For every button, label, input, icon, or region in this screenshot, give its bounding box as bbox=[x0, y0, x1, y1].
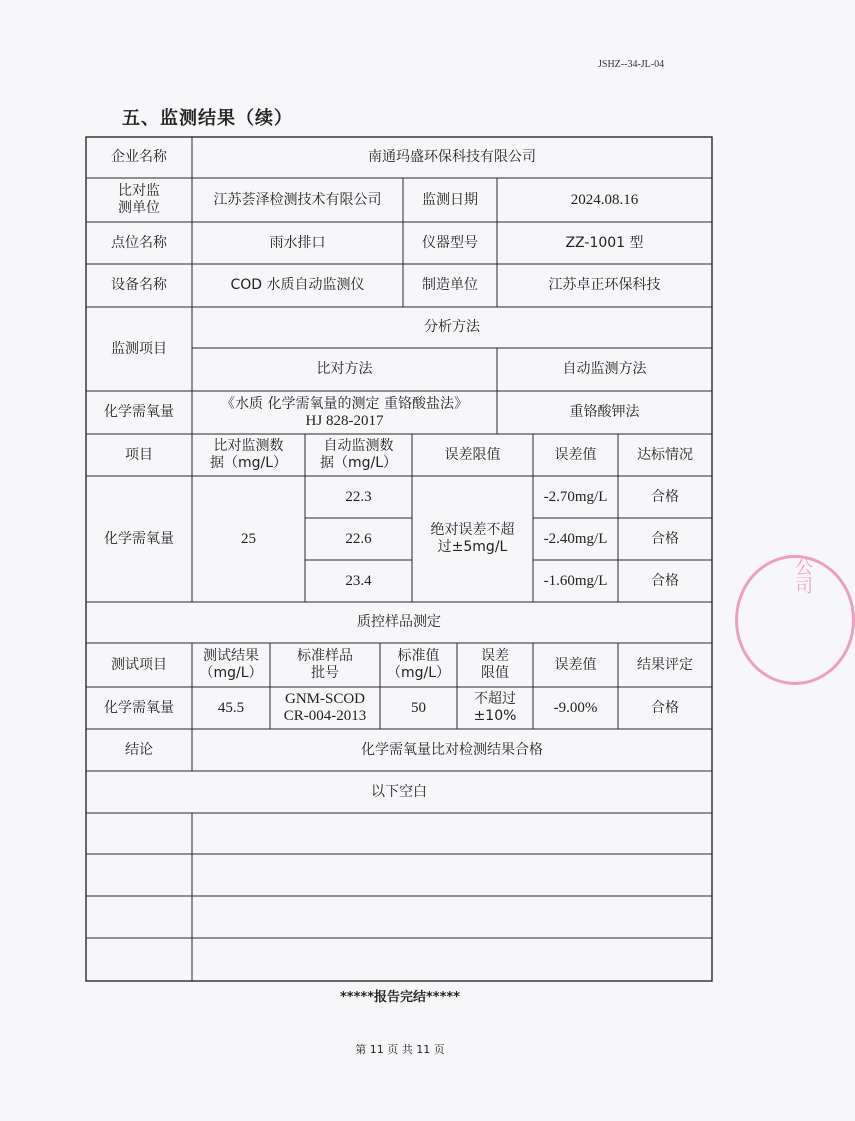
results-auto-value: 23.4 bbox=[345, 572, 372, 589]
qc-header-result bbox=[192, 643, 270, 687]
qc-batch bbox=[270, 687, 380, 729]
enterprise-value: 南通玛盛环保科技有限公司 bbox=[368, 149, 536, 165]
qc-item: 化学需氧量 bbox=[104, 699, 174, 716]
qc-header-result-line2: （mg/L） bbox=[199, 665, 263, 681]
page-number: 第 11 页 共 11 页 bbox=[355, 1043, 445, 1056]
monitor-item-label: 监测项目 bbox=[111, 340, 167, 357]
point-label: 点位名称 bbox=[111, 234, 167, 251]
report-end-mark: *****报告完结***** bbox=[340, 990, 460, 1005]
qc-limit-line1: 不超过 bbox=[474, 691, 516, 707]
results-error-value: -2.40mg/L bbox=[543, 530, 608, 547]
qc-header-eval: 结果评定 bbox=[637, 656, 693, 673]
qc-header-std bbox=[380, 643, 457, 687]
qc-header-limit-line2: 限值 bbox=[481, 665, 509, 681]
analysis-method-label: 分析方法 bbox=[424, 319, 480, 335]
qc-batch-line2: CR-004-2013 bbox=[283, 708, 367, 724]
qc-header-std-line1: 标准值 bbox=[397, 648, 440, 664]
qc-header-limit-line1: 误差 bbox=[481, 648, 509, 664]
compare-unit-value: 江苏荟泽检测技术有限公司 bbox=[213, 191, 382, 208]
results-header-item: 项目 bbox=[125, 446, 153, 463]
results-header-compare-line1: 比对监测数 bbox=[213, 438, 284, 454]
results-error-value: -1.60mg/L bbox=[543, 572, 608, 589]
results-header-compare-line2: 据（mg/L） bbox=[209, 455, 288, 471]
device-value: COD 水质自动监测仪 bbox=[230, 277, 365, 293]
qc-limit bbox=[457, 687, 533, 729]
company-seal bbox=[735, 555, 855, 685]
monitor-date-label: 监测日期 bbox=[422, 191, 478, 208]
qc-header-batch bbox=[270, 643, 380, 687]
model-value: ZZ-1001 型 bbox=[565, 234, 644, 251]
results-limit-line2: 过±5mg/L bbox=[437, 539, 508, 555]
results-header-status: 达标情况 bbox=[637, 446, 693, 463]
results-limit-line1: 绝对误差不超 bbox=[430, 522, 515, 538]
model-label: 仪器型号 bbox=[422, 234, 478, 251]
qc-std: 50 bbox=[411, 699, 426, 716]
results-status: 合格 bbox=[651, 572, 679, 589]
results-status: 合格 bbox=[651, 488, 679, 505]
point-value: 雨水排口 bbox=[269, 234, 326, 251]
qc-header-result-line1: 测试结果 bbox=[203, 648, 259, 664]
qc-header-error: 误差值 bbox=[554, 656, 597, 673]
results-compare-value: 25 bbox=[241, 530, 256, 547]
results-header-error: 误差值 bbox=[554, 446, 597, 463]
section-title: 五、监测结果（续） bbox=[122, 108, 293, 129]
device-label: 设备名称 bbox=[111, 277, 167, 293]
results-header-auto-line2: 据（mg/L） bbox=[319, 455, 398, 471]
compare-unit-label bbox=[86, 178, 192, 222]
enterprise-label: 企业名称 bbox=[111, 149, 167, 165]
blank-note: 以下空白 bbox=[371, 783, 427, 800]
qc-result: 45.5 bbox=[217, 699, 245, 716]
compare-method-line2: HJ 828-2017 bbox=[305, 412, 384, 429]
compare-method-line1: 《水质 化学需氧量的测定 重铬酸盐法》 bbox=[221, 395, 468, 412]
document-code: JSHZ--34-JL-04 bbox=[598, 59, 665, 70]
seal-text: 公司 bbox=[792, 558, 813, 594]
qc-header-std-line2: （mg/L） bbox=[386, 665, 451, 681]
results-item: 化学需氧量 bbox=[104, 530, 174, 547]
auto-method-value: 重铬酸钾法 bbox=[569, 404, 640, 420]
compare-method-value bbox=[192, 391, 497, 434]
monitor-date-value: 2024.08.16 bbox=[570, 191, 639, 208]
qc-header-batch-line2: 批号 bbox=[311, 665, 339, 681]
compare-unit-label-line1: 比对监 bbox=[118, 183, 160, 199]
conclusion-label: 结论 bbox=[125, 741, 153, 758]
results-header-compare bbox=[192, 434, 305, 476]
compare-unit-label-line2: 测单位 bbox=[118, 200, 160, 216]
results-status: 合格 bbox=[651, 530, 679, 547]
results-header-auto-line1: 自动监测数 bbox=[323, 438, 394, 454]
results-auto-value: 22.6 bbox=[345, 530, 372, 547]
results-auto-value: 22.3 bbox=[345, 488, 372, 505]
cod-method-label: 化学需氧量 bbox=[104, 404, 174, 420]
results-header-limit: 误差限值 bbox=[444, 446, 501, 463]
qc-header-batch-line1: 标准样品 bbox=[297, 648, 353, 664]
conclusion-value: 化学需氧量比对检测结果合格 bbox=[361, 741, 543, 758]
qc-eval: 合格 bbox=[651, 699, 679, 716]
qc-title: 质控样品测定 bbox=[357, 614, 441, 630]
results-header-auto bbox=[305, 434, 412, 476]
qc-error: -9.00% bbox=[553, 699, 598, 716]
results-limit bbox=[412, 476, 533, 602]
auto-method-label: 自动监测方法 bbox=[562, 361, 647, 377]
results-error-value: -2.70mg/L bbox=[543, 488, 608, 505]
maker-label: 制造单位 bbox=[422, 277, 478, 293]
qc-header-item: 测试项目 bbox=[111, 656, 167, 673]
qc-limit-line2: ±10% bbox=[473, 708, 517, 724]
qc-header-limit bbox=[457, 643, 533, 687]
maker-value: 江苏卓正环保科技 bbox=[548, 277, 661, 293]
compare-method-label: 比对方法 bbox=[316, 361, 373, 377]
qc-batch-line1: GNM-SCOD bbox=[284, 691, 365, 707]
